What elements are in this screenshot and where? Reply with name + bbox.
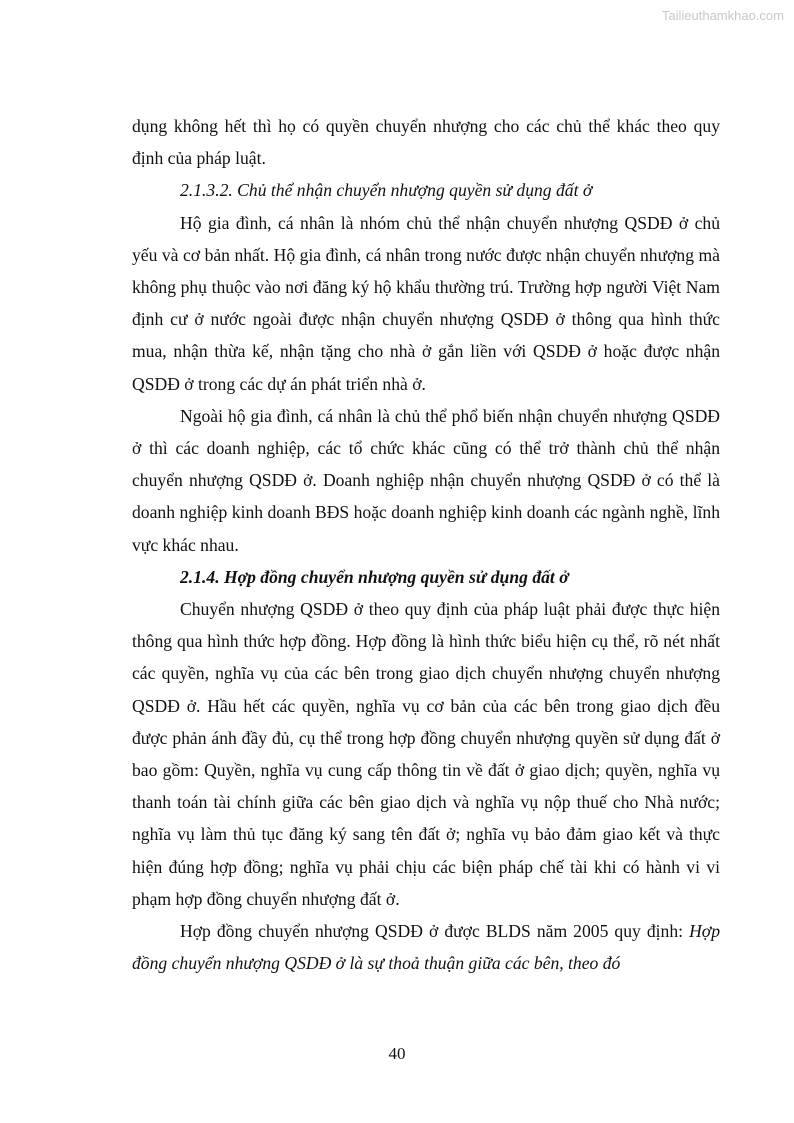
page-number: 40 — [388, 1044, 406, 1063]
paragraph-continuation: dụng không hết thì họ có quyền chuyển nhượng cho các chủ thể khác theo quy định của pháp luật. — [132, 116, 720, 169]
document-body — [132, 110, 720, 979]
paragraph-contract: Chuyển nhượng QSDĐ ở theo quy định của pháp luật phải được thực hiện thông qua hình thức hợp đồng. Hợp đồng là hình thức biểu hiện cụ thể, rõ nét nhất các quyền, nghĩa vụ của các bên trong giao dịch chuyển nhượng chuyển nhượng QSDĐ ở. Hầu hết các quyền, nghĩa vụ cơ bản của các bên trong giao dịch đều được phản ánh đầy đủ, cụ thể trong hợp đồng chuyển nhượng quyền sử dụng đất ở bao gồm: Quyền, nghĩa vụ cung cấp thông tin về đất ở giao dịch; quyền, nghĩa vụ thanh toán tài chính giữa các bên giao dịch và nghĩa vụ nộp thuế cho Nhà nước; nghĩa vụ làm thủ tục đăng ký sang tên đất ở; nghĩa vụ bảo đảm giao kết và thực hiện đúng hợp đồng; nghĩa vụ phải chịu các biện pháp chế tài khi có hành vi vi phạm hợp đồng chuyển nhượng đất ở. — [132, 599, 720, 909]
section-heading-2-1-4: 2.1.4. Hợp đồng chuyển nhượng quyền sử dụng đất ở — [180, 566, 569, 587]
definition-intro: Hợp đồng chuyển nhượng QSDĐ ở được BLDS năm 2005 quy định: — [180, 921, 690, 942]
paragraph-households: Hộ gia đình, cá nhân là nhóm chủ thể nhận chuyển nhượng QSDĐ ở chủ yếu và cơ bản nhất. Hộ gia đình, cá nhân trong nước được nhận chuyển nhượng mà không phụ thuộc vào nơi đăng ký hộ khẩu thường trú. Trường hợp người Việt Nam định cư ở nước ngoài được nhận chuyển nhượng QSDĐ ở thông qua hình thức mua, nhận thừa kế, nhận tặng cho nhà ở gắn liền với QSDĐ ở hoặc được nhận QSDĐ ở trong các dự án phát triển nhà ở. — [132, 212, 720, 394]
definition-quote: Hợp đồng chuyển nhượng QSDĐ ở là sự thoả thuận giữa các bên, theo đó — [132, 921, 720, 974]
paragraph-blds-definition — [132, 915, 720, 979]
paragraph-enterprises: Ngoài hộ gia đình, cá nhân là chủ thể phổ biến nhận chuyển nhượng QSDĐ ở thì các doanh nghiệp, các tổ chức khác cũng có thể trở thành chủ thể nhận chuyển nhượng QSDĐ ở. Doanh nghiệp nhận chuyển nhượng QSDĐ ở có thể là doanh nghiệp kinh doanh BĐS hoặc doanh nghiệp kinh doanh các ngành nghề, lĩnh vực khác nhau. — [132, 405, 720, 555]
watermark: Tailieuthamkhao.com — [661, 8, 784, 23]
subsection-heading-2-1-3-2: 2.1.3.2. Chủ thể nhận chuyển nhượng quyền sử dụng đất ở — [180, 180, 593, 201]
